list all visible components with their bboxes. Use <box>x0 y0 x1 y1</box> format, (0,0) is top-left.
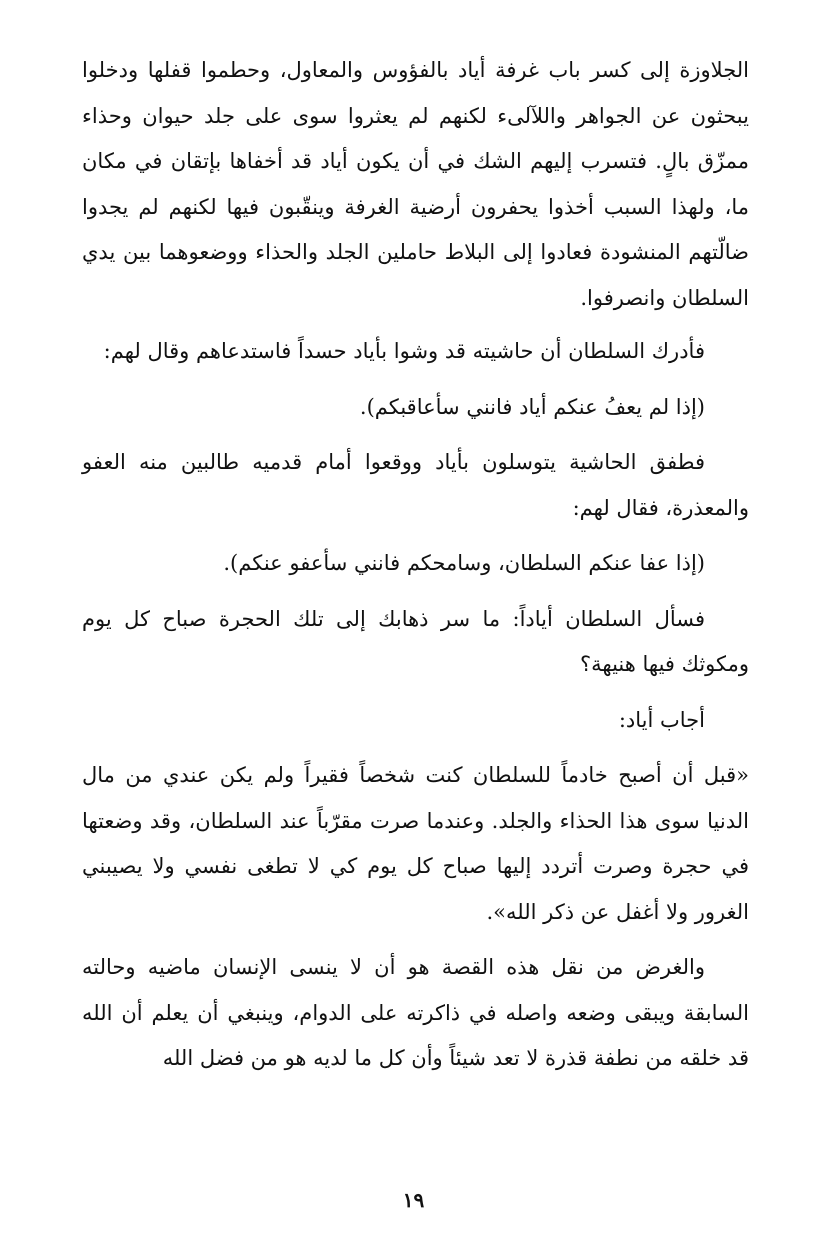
paragraph-sultan-realizes: فأدرك السلطان أن حاشيته قد وشوا بأياد حسداً فاستدعاهم وقال لهم: <box>103 339 705 363</box>
quote-sultan-threat: (إذا لم يعفُ عنكم أياد فانني سأعاقبكم). <box>359 394 705 419</box>
paragraph-moral: والغرض من نقل هذه القصة هو أن لا ينسى الإنسان ماضيه وحالته السابقة ويبقى وضعه واصله في ذاكرته على الدوام، وينبغي أن يعلم أن الله قد خلقه من نطفة قذرة لا تعد شيئاً وأن كل ما لديه هو من فضل الله <box>82 955 749 1070</box>
paragraph-sultan-asks: فسأل السلطان أياداً: ما سر ذهابك إلى تلك الحجرة صباح كل يوم ومكوثك فيها هنيهة؟ <box>82 606 749 676</box>
quote-ayad-explanation: «قبل أن أصبح خادماً للسلطان كنت شخصاً فقيراً ولم يكن عندي من مال الدنيا سوى هذا الحذاء والجلد. وعندما صرت مقرّباً عند السلطان، وقد وضعتها في حجرة وصرت أتردد إليها صباح كل يوم كي لا تطغى نفسي ولا يصيبني الغرور ولا أغفل عن ذكر الله». <box>82 763 749 924</box>
paragraph-story-search: الجلاوزة إلى كسر باب غرفة أياد بالفؤوس والمعاول، وحطموا قفلها ودخلوا يبحثون عن الجواهر واللآلىء لكنهم لم يعثروا سوى على جلد حيوان وحذاء ممزّق بالٍ. فتسرب إليهم الشك في أن يكون أياد قد أخفاها بإتقان في مكان ما، ولهذا السبب أخذوا يحفرون أرضية الغرفة وينقّبون فيها لكنهم لم يجدوا ضالّتهم المنشودة فعادوا إلى البلاط حاملين الجلد والحذاء ووضعوهما بين يدي السلطان وانصرفوا. <box>82 58 749 310</box>
paragraph-courtiers-plead: فطفق الحاشية يتوسلون بأياد ووقعوا أمام قدميه طالبين منه العفو والمعذرة، فقال لهم: <box>82 450 749 520</box>
quote-ayad-forgiveness: (إذا عفا عنكم السلطان، وسامحكم فانني سأعفو عنكم). <box>223 551 705 575</box>
paragraph-ayad-answered: أجاب أياد: <box>618 707 705 732</box>
page-number: ١٩ <box>402 1188 425 1212</box>
body-text <box>82 48 749 1082</box>
